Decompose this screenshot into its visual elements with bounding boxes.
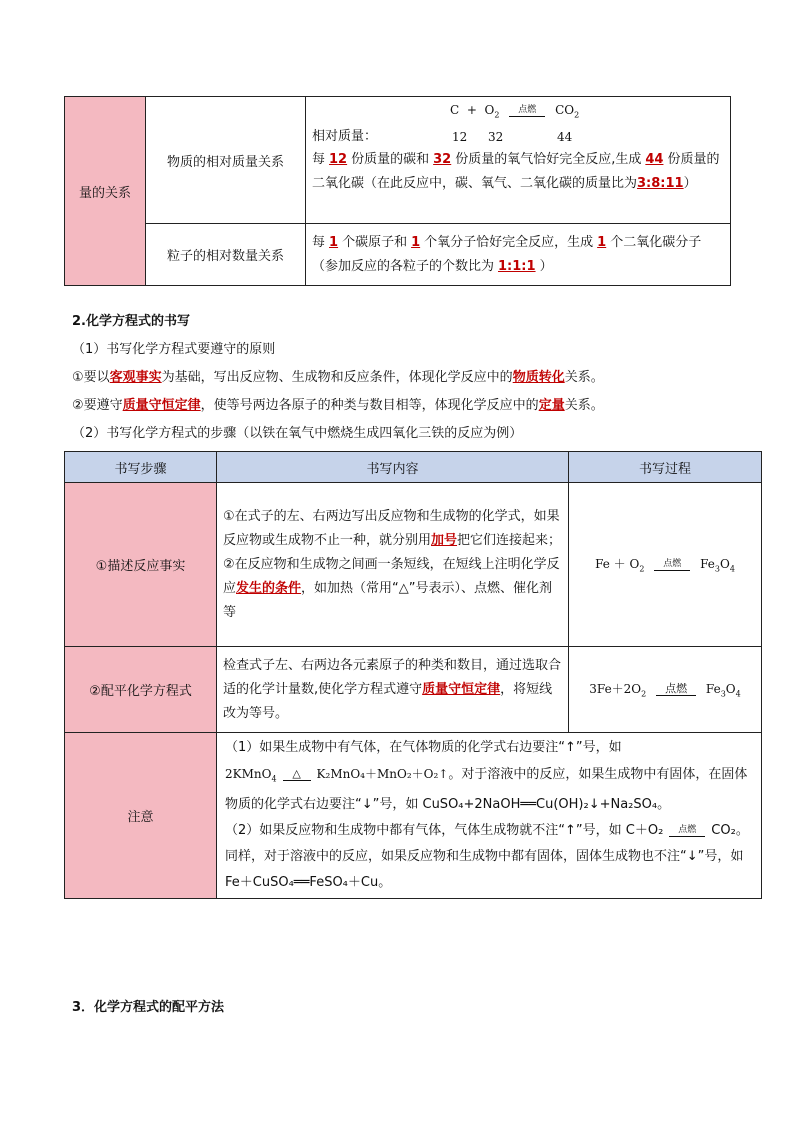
carbon-combustion-equation: $C + O_2$ 点燃 $CO_2$ — [450, 103, 580, 120]
header-process: 书写过程 — [569, 452, 762, 483]
quantity-relation-table — [64, 96, 731, 286]
relative-mass-row: 相对质量： 12 32 44 — [312, 129, 573, 145]
note-2: （2）如果反应物和生成物中都有气体，气体生成物就不注“↑”号，如 C＋O₂ 点燃 CO₂。同样，对于溶液中的反应，如果反应物和生成物中都有固体，固体生成物也不注“↓”号，如 Fe＋CuSO₄══FeSO₄＋Cu。 — [225, 823, 749, 891]
mass-relation-content — [306, 97, 731, 224]
principle-1: ①要以客观事实为基础，写出反应物、生成物和反应条件，体现化学反应中的物质转化关系。 — [72, 370, 604, 385]
header-content: 书写内容 — [217, 452, 569, 483]
notes-label: 注意 — [65, 733, 217, 899]
notes-content — [217, 733, 762, 899]
step-balance-label: ②配平化学方程式 — [65, 647, 217, 733]
section2-title: 2.化学方程式的书写 — [72, 314, 190, 329]
quantity-relation-label: 量的关系 — [65, 97, 146, 286]
steps-heading: （2）书写化学方程式的步骤（以铁在氧气中燃烧生成四氧化三铁的反应为例） — [72, 426, 523, 441]
principles-heading: （1）书写化学方程式要遵守的原则 — [72, 342, 276, 357]
section3-title: 3．化学方程式的配平方法 — [72, 1000, 225, 1015]
particle-relation-content: 每 1 个碳原子和 1 个氧分子恰好完全反应，生成 1 个二氧化碳分子（参加反应的各粒子的个数比为 1:1:1 ） — [306, 224, 731, 286]
note-1: （1）如果生成物中有气体，在气体物质的化学式右边要注“↑”号，如 2KMnO$_4$ △ K₂MnO₄＋MnO₂＋O₂↑。对于溶液中的反应，如果生成物中有固体，在固体物质的化学式右边要注“↓”号，如 CuSO₄+2NaOH══Cu(OH)₂↓+Na₂SO₄。 — [225, 740, 748, 813]
reaction-condition: 点燃 — [509, 105, 545, 117]
step-describe-content: ①在式子的左、右两边写出反应物和生成物的化学式，如果反应物或生成物不止一种，就分别用加号把它们连接起来； ②在反应物和生成物之间画一条短线，在短线上注明化学反应发生的条件，如加热（常用“△”号表示）、点燃、催化剂等 — [217, 483, 569, 647]
step-balance-equation: $3Fe+2O_2$ 点燃 $Fe_3O_4$ — [569, 647, 762, 733]
mass-relation-sentence: 每 12 份质量的碳和 32 份质量的氧气恰好完全反应,生成 44 份质量的二氧化碳（在此反应中，碳、氧气、二氧化碳的质量比为3:8:11） — [312, 152, 720, 192]
header-step: 书写步骤 — [65, 452, 217, 483]
step-describe-label: ①描述反应事实 — [65, 483, 217, 647]
step-describe-equation: $Fe + O_2$ 点燃 $Fe_3O_4$ — [569, 483, 762, 647]
mass-relation-label: 物质的相对质量关系 — [146, 97, 306, 224]
writing-steps-table — [64, 451, 762, 899]
particle-relation-label: 粒子的相对数量关系 — [146, 224, 306, 286]
principle-2: ②要遵守质量守恒定律，使等号两边各原子的种类与数目相等，体现化学反应中的定量关系。 — [72, 398, 604, 413]
step-balance-content: 检查式子左、右两边各元素原子的种类和数目，通过选取合适的化学计量数,使化学方程式遵守质量守恒定律，将短线改为等号。 — [217, 647, 569, 733]
